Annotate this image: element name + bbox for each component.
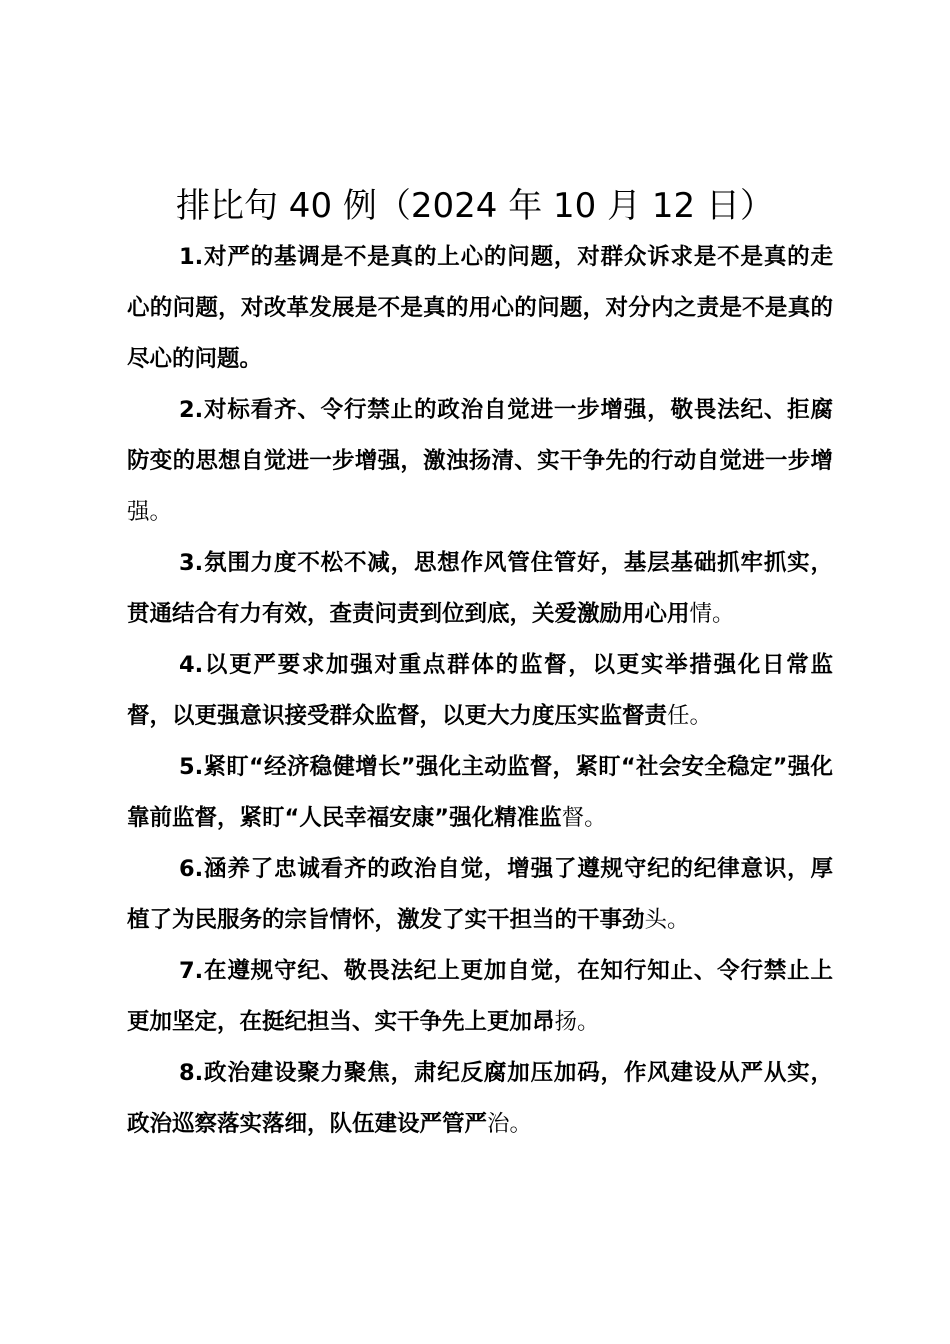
list-item [127,538,833,640]
item-text: 6.涵养了忠诚看齐的政治自觉，增强了遵规守纪的纪律意识，厚植了为民服务的宗旨情怀，激发了实干担当的干事劲 [127,856,833,933]
item-text: 2.对标看齐、令行禁止的政治自觉进一步增强，敬畏法纪、拒腐防变的思想自觉进一步增强，激浊扬清、实干争先的行动自觉进一步增 [127,397,833,474]
item-text-tail: 扬。 [554,1009,600,1035]
item-text-tail: 头。 [644,907,690,933]
list-item [127,232,833,385]
item-text-tail: 强。 [127,499,173,525]
list-item [127,742,833,844]
item-text: 3.氛围力度不松不减，思想作风管住管好，基层基础抓牢抓实，贯通结合有力有效，查责问责到位到底，关爱激励用心用 [127,550,833,627]
item-text: 8.政治建设聚力聚焦，肃纪反腐加压加码，作风建设从严从实，政治巡察落实落细，队伍建设严管严 [127,1060,833,1137]
list-item [127,385,833,538]
item-text-tail: 任。 [667,703,713,729]
document-title: 排比句 40 例（2024 年 10 月 12 日） [176,186,774,226]
item-list [127,232,833,1150]
item-text: 1.对严的基调是不是真的上心的问题，对群众诉求是不是真的走心的问题，对改革发展是不是真的用心的问题，对分内之责是不是真的尽心的问题。 [127,244,833,372]
item-text: 5.紧盯“经济稳健增长”强化主动监督，紧盯“社会安全稳定”强化靠前监督，紧盯“人民幸福安康”强化精准监 [127,754,833,831]
list-item [127,1048,833,1150]
list-item [127,946,833,1048]
item-text: 7.在遵规守纪、敬畏法纪上更加自觉，在知行知止、令行禁止上更加坚定，在挺纪担当、实干争先上更加昂 [127,958,833,1035]
list-item [127,844,833,946]
list-item [127,640,833,742]
item-text-tail: 督。 [561,805,607,831]
item-text: 4.以更严要求加强对重点群体的监督，以更实举措强化日常监督，以更强意识接受群众监督，以更大力度压实监督责 [127,652,833,729]
item-text-tail: 情。 [689,601,735,627]
item-text-tail: 治。 [487,1111,533,1137]
